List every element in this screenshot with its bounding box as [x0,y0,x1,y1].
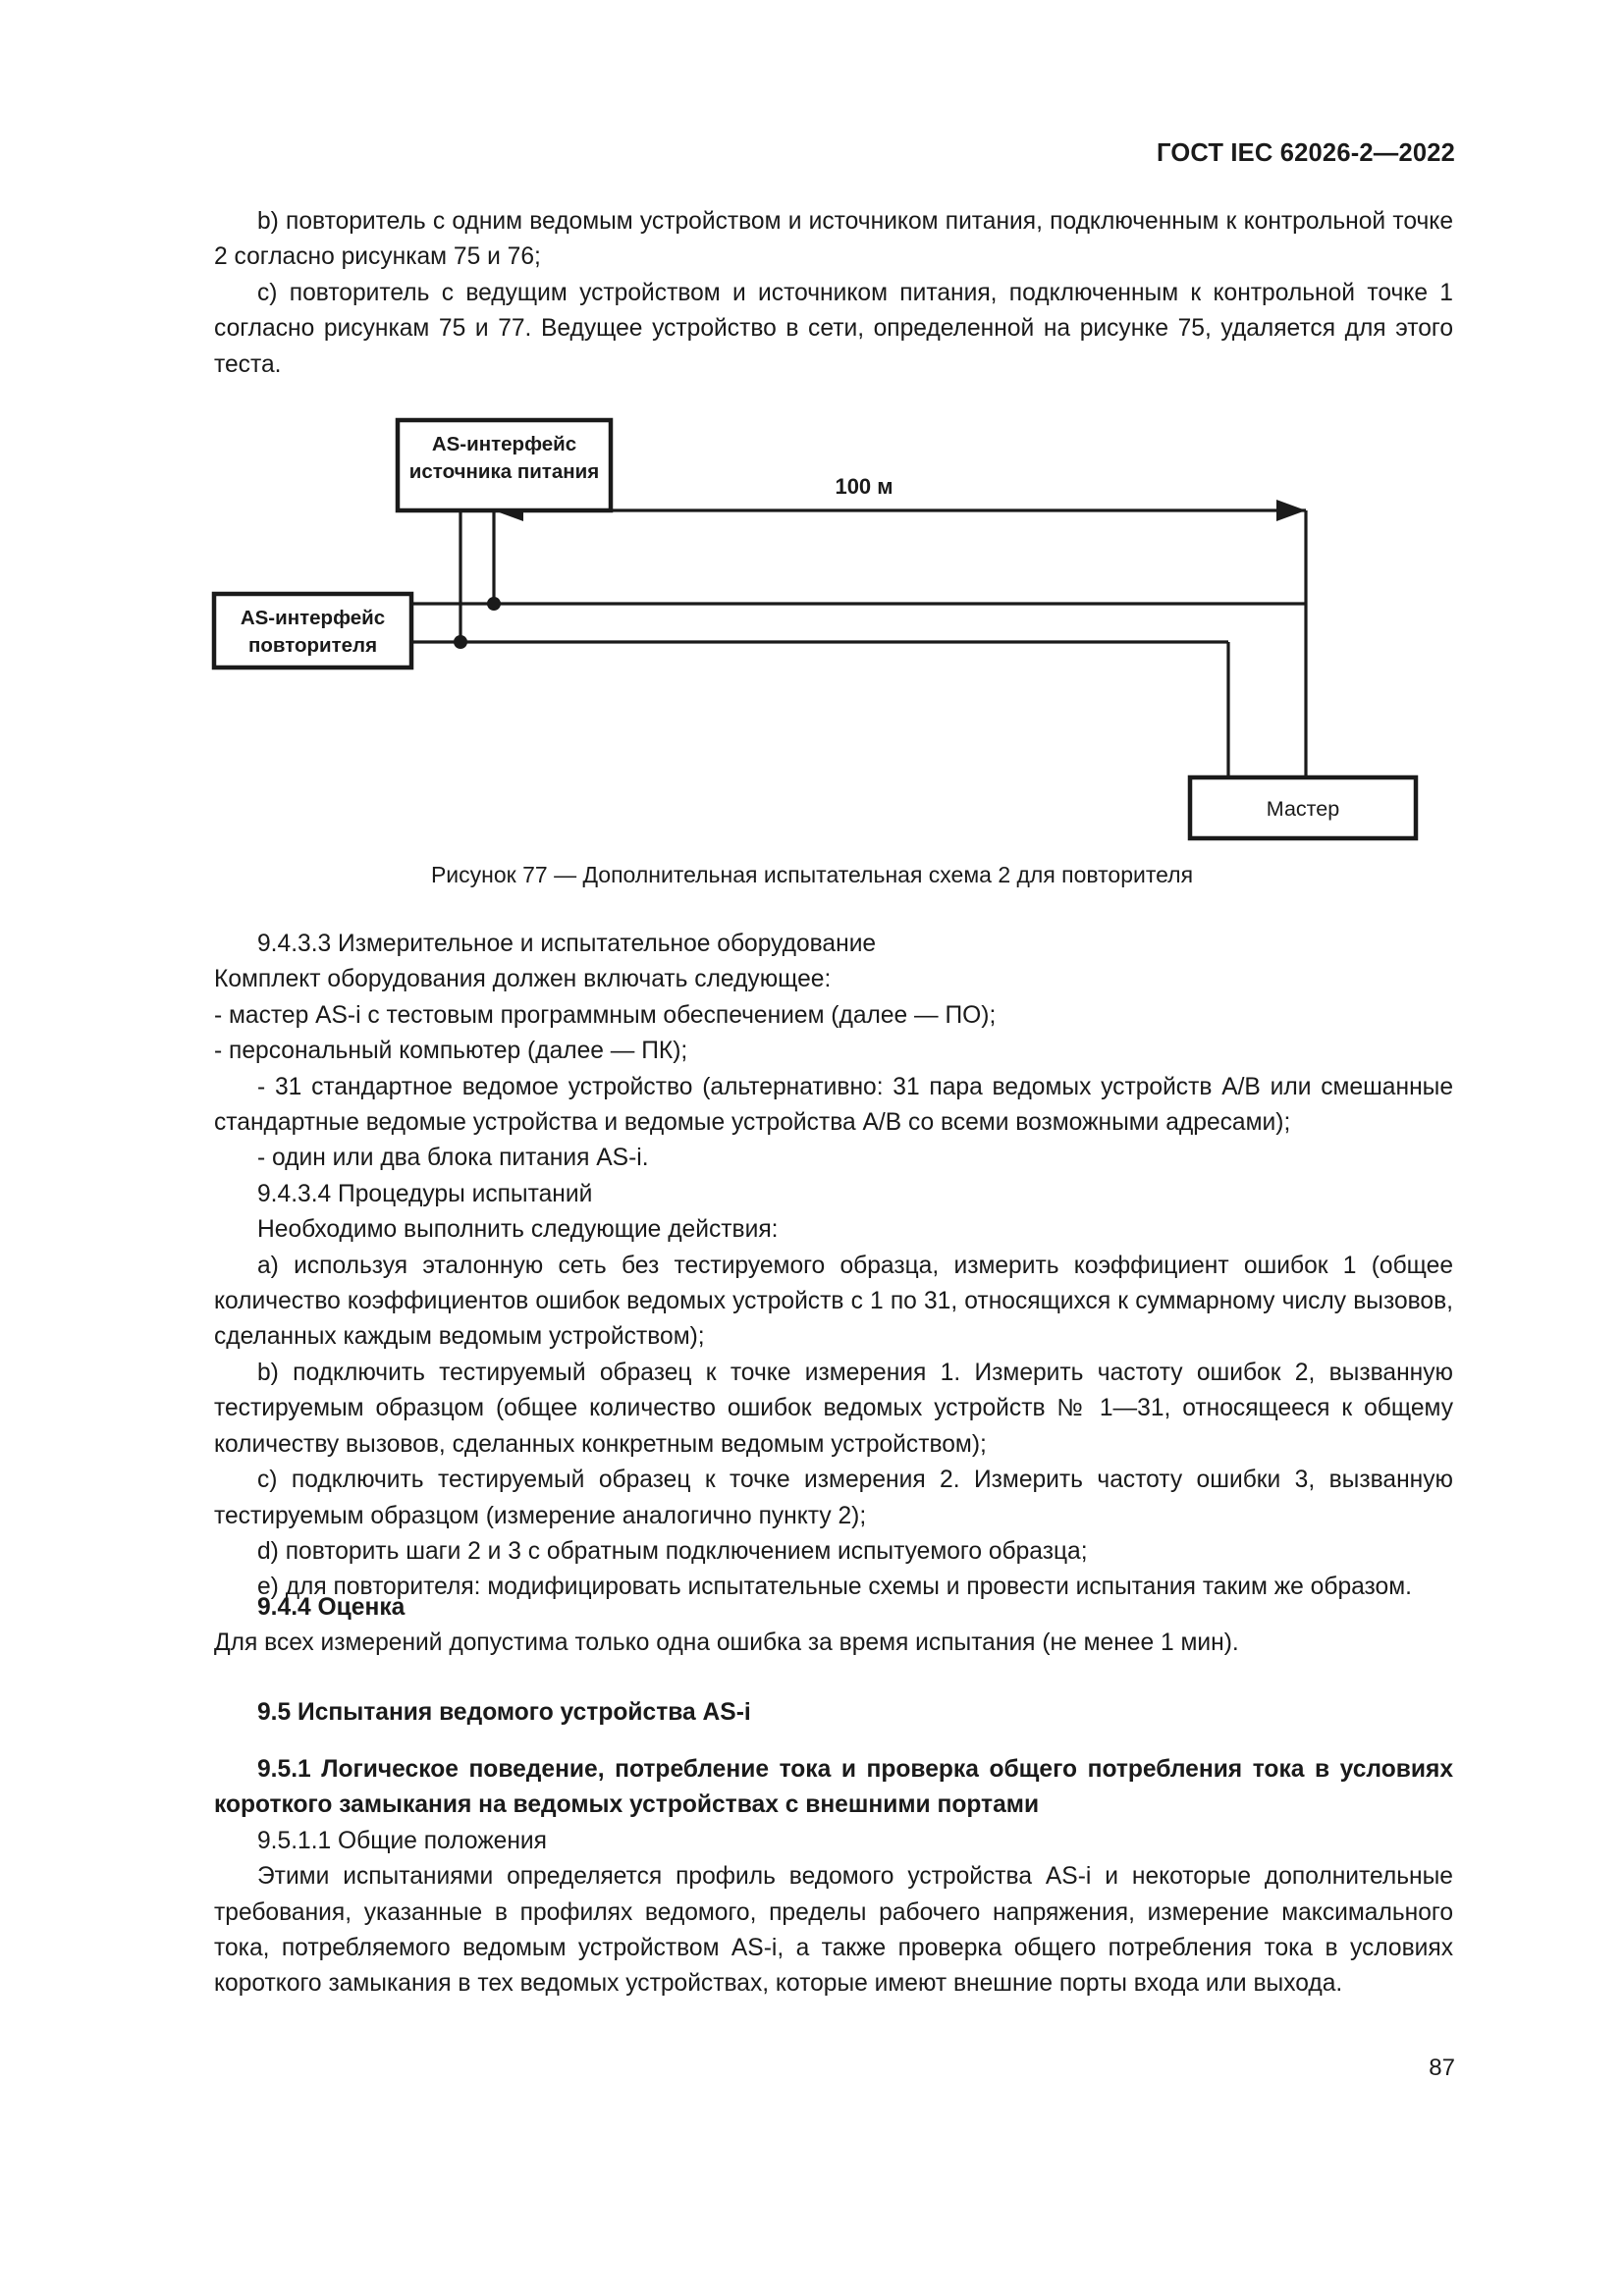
box-as-i-power-supply-label-line1: AS-интерфейс [431,433,577,455]
paragraph-actions-intro: Необходимо выполнить следующие действия: [257,1216,779,1244]
junction-dot-upper [487,597,501,611]
dimension-label-100m: 100 м [835,474,893,499]
section-9-4-4 [214,1590,1453,1662]
paragraph-equipment-intro: Комплект оборудования должен включать следующее: [214,966,832,993]
figure-77 [0,393,1624,854]
page-number: 87 [1429,2055,1455,2081]
box-master-label: Мастер [1266,797,1340,821]
heading-9-5-1-1: 9.5.1.1 Общие положения [257,1827,547,1854]
paragraph-9-4-4: Для всех измерений допустима только одна ошибка за время испытания (не менее 1 мин). [214,1629,1239,1657]
intro-paragraph-block [214,204,1453,383]
list-item-pc: - персональный компьютер (далее — ПК); [214,1038,688,1065]
section-9-5-1 [214,1752,1453,2002]
junction-dot-lower [454,635,467,649]
heading-9-4-3-3: 9.4.3.3 Измерительное и испытательное оборудование [257,931,877,957]
heading-9-4-3-4: 9.4.3.4 Процедуры испытаний [257,1180,593,1207]
list-item-master: - мастер AS-i с тестовым программным обеспечением (далее — ПО); [214,1001,997,1029]
document-header-standard-ref: ГОСТ IEC 62026-2—2022 [1157,139,1455,167]
list-item-psu: - один или два блока питания AS-i. [257,1145,649,1172]
diagram-wiring [411,510,1306,777]
box-as-i-power-supply-label-line2: источника питания [408,460,600,483]
heading-9-5: 9.5 Испытания ведомого устройства AS-i [257,1699,751,1726]
figure-77-diagram [0,393,1624,854]
step-d: d) повторить шаги 2 и 3 с обратным подключением испытуемого образца; [257,1537,1088,1565]
list-item-slaves: - 31 стандартное ведомое устройство (альтернативно: 31 пара ведомых устройств A/B или смешанные стандартные ведомые устройства и ведомые устройства A/B со всеми возможными адресами); [214,1073,1453,1137]
heading-9-5-1: 9.5.1 Логическое поведение, потребление тока и проверка общего потребления тока в условиях короткого замыкания на ведомых устройствах с внешними портами [214,1756,1453,1819]
box-as-i-repeater-label-line1: AS-интерфейс [240,607,386,629]
figure-77-caption: Рисунок 77 — Дополнительная испытательная схема 2 для повторителя [430,862,1194,887]
step-a: a) используя эталонную сеть без тестируемого образца, измерить коэффициент ошибок 1 (общее количество коэффициентов ошибок ведомых устройств с 1 по 31, относящихся к суммарному числу вызовов, сделанных каждым ведомым устройством); [214,1252,1453,1351]
step-b: b) подключить тестируемый образец к точке измерения 1. Измерить частоту ошибок 2, вызванную тестируемым образцом (общее количество ошибок ведомых устройств № 1—31, относящееся к общему количеству вызовов, сделанных конкретным ведомым устройством); [214,1359,1453,1458]
step-e: e) для повторителя: модифицировать испытательные схемы и провести испытания таким же образом. [257,1574,1412,1601]
section-9-4-3-3 [214,927,1453,1606]
paragraph-item-c: c) повторитель с ведущим устройством и источником питания, подключенным к контрольной точке 1 согласно рисункам 75 и 77. Ведущее устройство в сети, определенной на рисунке 75, удаляется для этого теста. [214,279,1453,378]
heading-9-4-4: 9.4.4 Оценка [257,1594,406,1621]
section-9-5 [214,1695,1453,1731]
step-c: c) подключить тестируемый образец к точке измерения 2. Измерить частоту ошибки 3, вызванную тестируемым образцом (измерение аналогично пункту 2); [214,1467,1453,1529]
box-as-i-repeater-label-line2: повторителя [247,634,378,657]
arrowhead-right-100m [1276,500,1306,521]
paragraph-item-b: b) повторитель с одним ведомым устройством и источником питания, подключенным к контрольной точке 2 согласно рисункам 75 и 76; [214,208,1453,271]
paragraph-9-5-1-1: Этими испытаниями определяется профиль ведомого устройства AS-i и некоторые дополнительные требования, указанные в профилях ведомого, пределы рабочего напряжения, измерение максимального тока, потребляемого ведомым устройством AS-i, а также проверка общего потребления тока в условиях короткого замыкания в тех ведомых устройствах, которые имеют внешние порты входа или выхода. [214,1863,1453,1998]
